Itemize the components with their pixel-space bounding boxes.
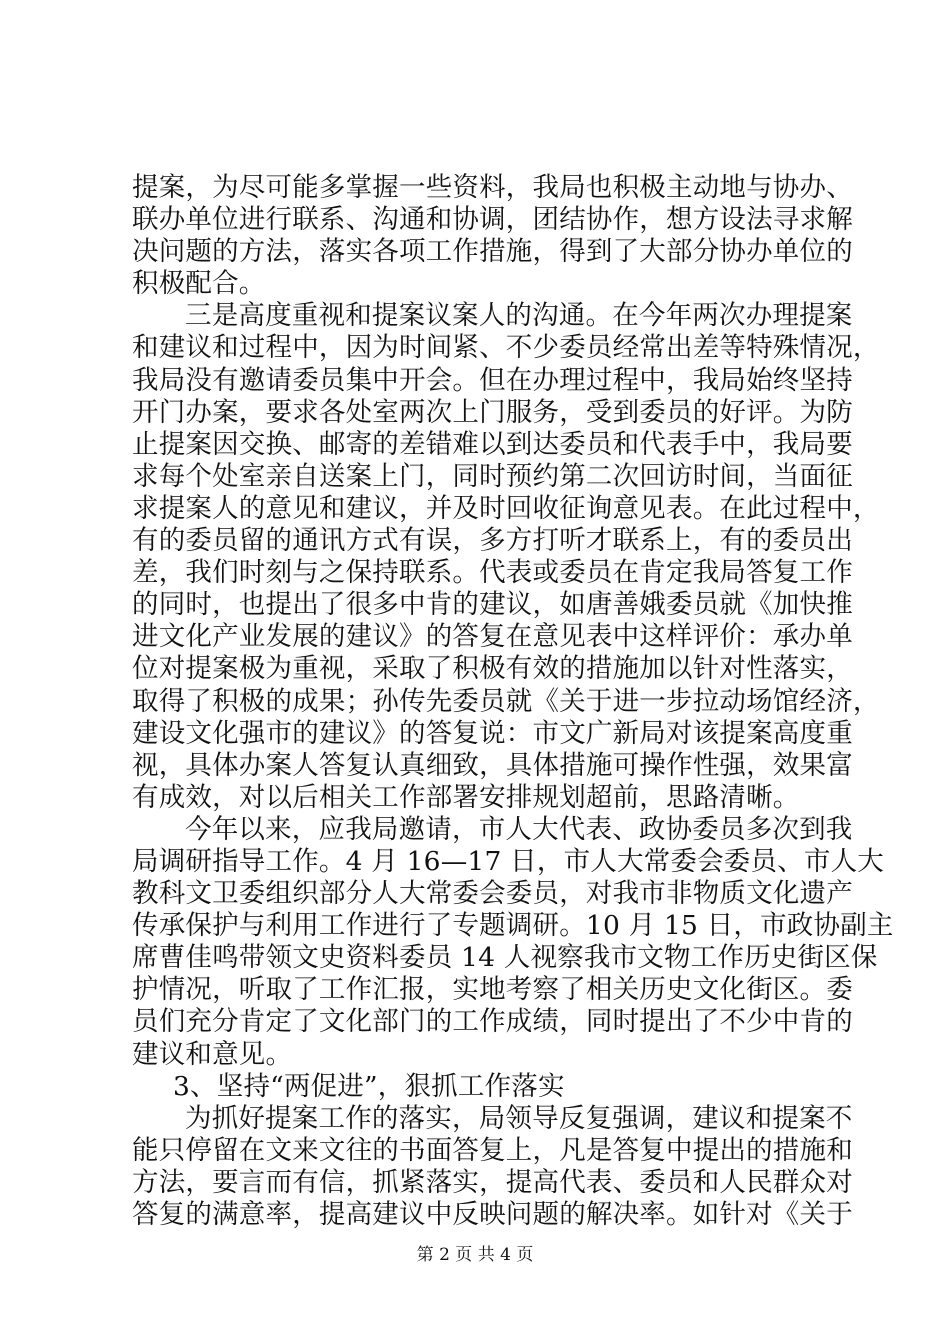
text-line: 联办单位进行联系、沟通和协调，团结协作，想方设法寻求解 — [132, 204, 853, 236]
text-line: 教科文卫委组织部分人大常委会委员，对我市非物质文化遗产 — [132, 878, 853, 910]
text-line: 我局没有邀请委员集中开会。但在办理过程中，我局始终坚持 — [132, 364, 853, 396]
text-line: 求每个处室亲自送案上门，同时预约第二次回访时间，当面征 — [132, 460, 853, 492]
text-line: 3、坚持“两促进”，狠抓工作落实 — [173, 1070, 565, 1102]
text-line: 视，具体办案人答复认真细致，具体措施可操作性强，效果富 — [132, 749, 853, 781]
text-line: 的同时，也提出了很多中肯的建议，如唐善娥委员就《加快推 — [132, 589, 853, 621]
document-body — [132, 172, 894, 1231]
text-line: 提案，为尽可能多掌握一些资料，我局也积极主动地与协办、 — [132, 172, 853, 203]
text-line: 方法，要言而有信，抓紧落实，提高代表、委员和人民群众对 — [132, 1166, 853, 1198]
text-line: 开门办案，要求各处室两次上门服务，受到委员的好评。为防 — [132, 396, 853, 428]
text-line: 求提案人的意见和建议，并及时回收征询意见表。在此过程中， — [132, 492, 880, 524]
text-line: 和建议和过程中，因为时间紧、不少委员经常出差等特殊情况， — [132, 332, 880, 364]
text-line: 进文化产业发展的建议》的答复在意见表中这样评价：承办单 — [132, 621, 853, 653]
text-line: 能只停留在文来文往的书面答复上，凡是答复中提出的措施和 — [132, 1134, 853, 1166]
text-line: 员们充分肯定了文化部门的工作成绩，同时提出了不少中肯的 — [132, 1006, 853, 1038]
text-line: 位对提案极为重视，采取了积极有效的措施加以针对性落实， — [132, 653, 853, 685]
text-line: 传承保护与利用工作进行了专题调研。10 月 15 日，市政协副主 — [132, 910, 894, 942]
text-line: 席曹佳鸣带领文史资料委员 14 人视察我市文物工作历史街区保 — [132, 942, 878, 974]
text-line: 决问题的方法，落实各项工作措施，得到了大部分协办单位的 — [132, 236, 853, 268]
text-line: 建设文化强市的建议》的答复说：市文广新局对该提案高度重 — [132, 717, 853, 749]
text-line: 止提案因交换、邮寄的差错难以到达委员和代表手中，我局要 — [132, 428, 853, 460]
text-line: 积极配合。 — [132, 268, 266, 300]
text-line: 护情况，听取了工作汇报，实地考察了相关历史文化街区。委 — [132, 974, 853, 1006]
text-line: 有成效，对以后相关工作部署安排规划超前，思路清晰。 — [132, 781, 800, 813]
text-line: 今年以来，应我局邀请，市人大代表、政协委员多次到我 — [185, 813, 853, 845]
page-footer: 第 2 页 共 4 页 — [416, 1245, 534, 1265]
text-line: 建议和意见。 — [132, 1038, 293, 1070]
text-line: 差，我们时刻与之保持联系。代表或委员在肯定我局答复工作 — [132, 557, 853, 589]
text-line: 三是高度重视和提案议案人的沟通。在今年两次办理提案 — [185, 300, 853, 332]
text-line: 取得了积极的成果；孙传先委员就《关于进一步拉动场馆经济， — [132, 685, 880, 717]
text-line: 局调研指导工作。4 月 16—17 日，市人大常委会委员、市人大 — [132, 845, 884, 877]
text-line: 为抓好提案工作的落实，局领导反复强调，建议和提案不 — [185, 1102, 853, 1134]
text-line: 答复的满意率，提高建议中反映问题的解决率。如针对《关于 — [132, 1199, 853, 1230]
text-line: 有的委员留的通讯方式有误，多方打听才联系上，有的委员出 — [132, 525, 853, 557]
